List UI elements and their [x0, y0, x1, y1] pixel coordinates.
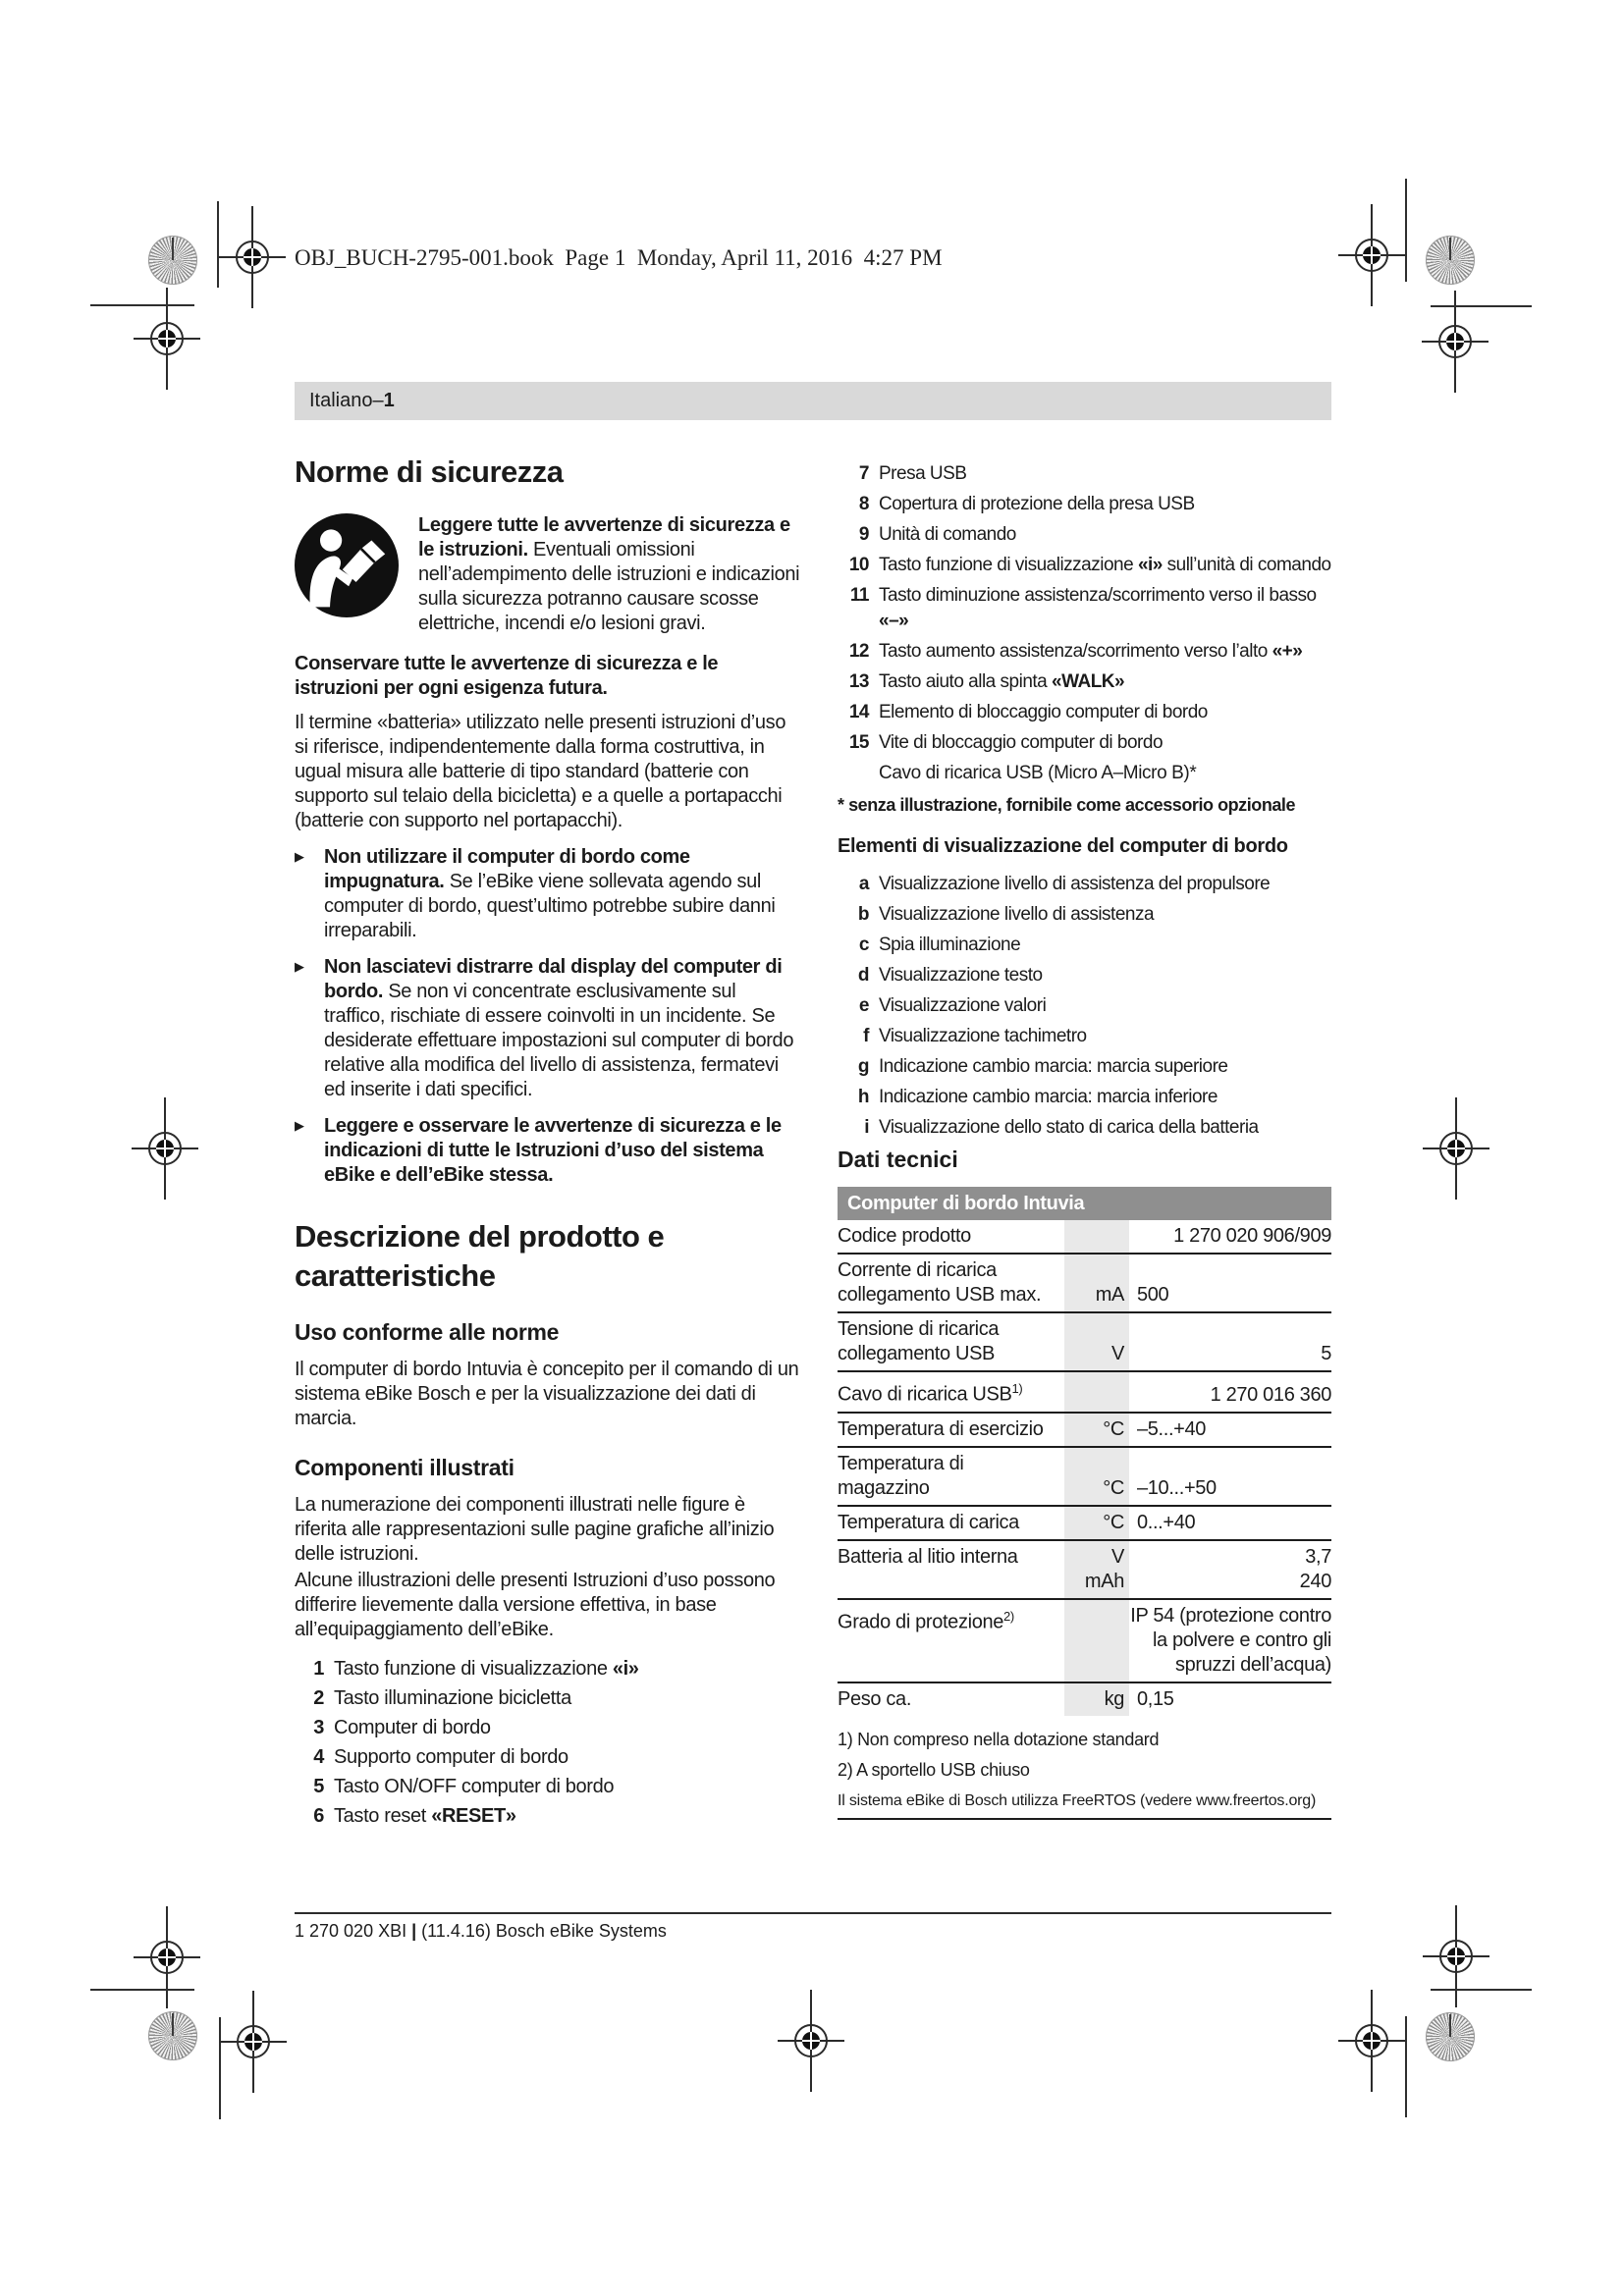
safety-intro	[295, 513, 801, 636]
table-footnote: 1) Non compreso nella dotazione standard	[838, 1729, 1160, 1749]
read-manual-icon	[295, 513, 399, 617]
registration-crosshair	[1423, 1905, 1489, 2007]
safety-intro-text: Leggere tutte le avvertenze di sicurezza e le istruzioni. Eventuali omissioni nell’adempimento delle istruzioni e indicazioni sulla sicurezza potranno causare scosse elettriche, incendi e/o lesioni gravi.	[418, 514, 800, 634]
component-item: 2 Tasto illuminazione bicicletta	[313, 1687, 571, 1709]
component-item: 1 Tasto funzione di visualizzazione «i»	[313, 1658, 639, 1680]
table-row: Batteria al litio interna V 3,7 mAh 240	[838, 1541, 1331, 1600]
display-element-item: b Visualizzazione livello di assistenza	[857, 904, 1155, 925]
language-page-label: Italiano–1	[309, 390, 395, 411]
display-element-item: d Visualizzazione testo	[857, 965, 1043, 986]
table-row: Peso ca. kg 0,15	[838, 1687, 1174, 1710]
table-footnote: 2) A sportello USB chiuso	[838, 1759, 1030, 1780]
language-page-tab	[295, 382, 1331, 420]
component-item: 8 Copertura di protezione della presa USB	[858, 494, 1195, 514]
components-paragraph: La numerazione dei componenti illustrati nelle figure è riferita alle rappresentazioni sulle pagine grafiche all’inizio delle istruzioni.	[295, 1494, 775, 1565]
display-element-item: e Visualizzazione valori	[858, 995, 1047, 1016]
registration-pinwheel-icon	[1426, 236, 1475, 285]
registration-pinwheel-icon	[1426, 2012, 1475, 2061]
fold-mark	[1405, 179, 1407, 282]
display-element-item: c Spia illuminazione	[858, 934, 1021, 955]
display-element-list	[838, 872, 1331, 1141]
rtos-note: Il sistema eBike di Bosch utilizza FreeRTOS (vedere www.freertos.org)	[838, 1792, 1331, 1820]
page-footer: 1 270 020 XBI | (11.4.16) Bosch eBike Systems	[295, 1912, 1331, 1942]
warning-bullet-icon: ▶	[295, 1118, 304, 1133]
warning-item: ▶ Non utilizzare il computer di bordo come impugnatura. Se l’eBike viene sollevata agendo sul computer di bordo, quest’ultimo potrebbe subire danni irreparabili.	[295, 846, 776, 941]
component-item: 4 Supporto computer di bordo	[313, 1746, 568, 1768]
usb-cable-item: Cavo di ricarica USB (Micro A–Micro B)*	[879, 763, 1197, 783]
display-element-item: g Indicazione cambio marcia: marcia superiore	[857, 1056, 1228, 1077]
registration-crosshair	[1338, 1990, 1405, 2092]
component-item: 6 Tasto reset «RESET»	[313, 1805, 516, 1827]
table-row: Grado di protezione$^{2)}$ IP 54 (protezione contro la polvere e contro gli spruzzi dell’acqua)	[838, 1600, 1331, 1683]
left-column	[295, 453, 801, 1833]
fold-mark	[1431, 305, 1532, 307]
warning-item: ▶ Non lasciatevi distrarre dal display del computer di bordo. Se non vi concentrate esclusivamente sul traffico, rischiate di essere coinvolti in un incidente. Se desiderate effettuare impostazioni sul computer di bordo relative alla modifica del livello di assistenza, fermatevi ed inserite i dati specifici.	[295, 956, 794, 1100]
table-row: Corrente di ricarica collegamento USB max. mA 500	[838, 1255, 1331, 1313]
display-element-item: a Visualizzazione livello di assistenza del propulsore	[858, 874, 1271, 894]
subsection-title-intended-use: Uso conforme alle norme	[295, 1319, 560, 1345]
right-column-upper	[838, 461, 1331, 1146]
registration-crosshair	[220, 1991, 287, 2093]
safety-keep-note: Conservare tutte le avvertenze di sicurezza e le istruzioni per ogni esigenza futura.	[295, 653, 719, 699]
tech-table-header: Computer di bordo Intuvia	[838, 1187, 1331, 1220]
fold-mark	[90, 1989, 194, 1991]
registration-crosshair	[1423, 1097, 1489, 1200]
display-element-item: i Visualizzazione dello stato di carica della batteria	[864, 1117, 1259, 1138]
subsection-title-display-elements: Elementi di visualizzazione del computer di bordo	[838, 835, 1288, 857]
registration-crosshair	[134, 1906, 200, 2008]
component-list-left	[295, 1656, 801, 1830]
fold-mark	[219, 2017, 221, 2119]
warning-bullet-icon: ▶	[295, 959, 304, 974]
table-row: Temperatura di magazzino °C –10...+50	[838, 1448, 1331, 1507]
table-row: Codice prodotto 1 270 020 906/909	[838, 1220, 1331, 1255]
component-item: 11 Tasto diminuzione assistenza/scorrimento verso il basso «–»	[849, 585, 1317, 631]
star-footnote: * senza illustrazione, fornibile come accessorio opzionale	[838, 795, 1296, 815]
component-item: 9 Unità di comando	[858, 524, 1016, 545]
registration-pinwheel-icon	[148, 2011, 197, 2060]
intended-use-text: Il computer di bordo Intuvia è concepito per il comando di un sistema eBike Bosch e per la visualizzazione dei dati di marcia.	[295, 1359, 799, 1429]
component-item: 15 Vite di bloccaggio computer di bordo	[848, 732, 1164, 753]
warning-bullet-icon: ▶	[295, 849, 304, 864]
right-column-tech	[838, 1147, 1331, 1820]
table-row: Temperatura di carica °C 0...+40	[838, 1507, 1331, 1541]
component-item: 7 Presa USB	[858, 463, 967, 484]
table-row: Temperatura di esercizio °C –5...+40	[838, 1414, 1331, 1448]
component-item: 3 Computer di bordo	[313, 1717, 491, 1738]
fold-mark	[1431, 1989, 1532, 1991]
component-list-right	[838, 461, 1331, 756]
registration-crosshair	[132, 1097, 198, 1200]
tech-data-table	[838, 1187, 1331, 1716]
table-row: Cavo di ricarica USB$^{1)}$ 1 270 016 360	[838, 1372, 1331, 1414]
subsection-title-tech-data: Dati tecnici	[838, 1147, 958, 1172]
component-item: 14 Elemento di bloccaggio computer di bordo	[848, 702, 1208, 722]
warning-item: ▶ Leggere e osservare le avvertenze di sicurezza e le indicazioni di tutte le Istruzioni d’uso del sistema eBike e dell’eBike stessa.	[295, 1115, 782, 1186]
component-item: 5 Tasto ON/OFF computer di bordo	[313, 1776, 615, 1797]
component-item: 10 Tasto funzione di visualizzazione «i» sull’unità di comando	[848, 555, 1331, 575]
print-job-header: OBJ_BUCH-2795-001.book Page 1 Monday, April 11, 2016 4:27 PM	[295, 245, 943, 270]
component-item: 12 Tasto aumento assistenza/scorrimento verso l’alto «+»	[848, 641, 1303, 662]
section-title-safety: Norme di sicurezza	[295, 454, 564, 489]
components-paragraph: Alcune illustrazioni delle presenti Istruzioni d’uso possono differire lievemente dalla versione effettiva, in base all’equipaggiamento dell’eBike.	[295, 1570, 776, 1640]
display-element-item: f Visualizzazione tachimetro	[863, 1026, 1087, 1046]
display-element-item: h Indicazione cambio marcia: marcia inferiore	[857, 1087, 1218, 1107]
battery-term-paragraph: Il termine «batteria» utilizzato nelle presenti istruzioni d’uso si riferisce, indipendentemente dalla forma costruttiva, in ugual misura alle batterie di tipo standard (batterie con supporto sul telaio della bicicletta) e a quelle a portapacchi (batterie con supporto nel portapacchi).	[295, 712, 786, 831]
registration-crosshair	[219, 206, 286, 308]
subsection-title-components: Componenti illustrati	[295, 1455, 514, 1480]
registration-crosshair	[134, 288, 200, 390]
registration-crosshair	[778, 1990, 844, 2092]
component-item: 13 Tasto aiuto alla spinta «WALK»	[848, 671, 1125, 692]
section-title-description: Descrizione del prodotto e caratteristiche	[295, 1219, 665, 1293]
fold-mark	[1405, 2016, 1407, 2117]
table-row: Tensione di ricarica collegamento USB V 5	[838, 1313, 1331, 1372]
registration-pinwheel-icon	[148, 236, 197, 285]
fold-mark	[90, 304, 194, 306]
fold-mark	[217, 201, 219, 288]
registration-crosshair	[1338, 204, 1405, 306]
